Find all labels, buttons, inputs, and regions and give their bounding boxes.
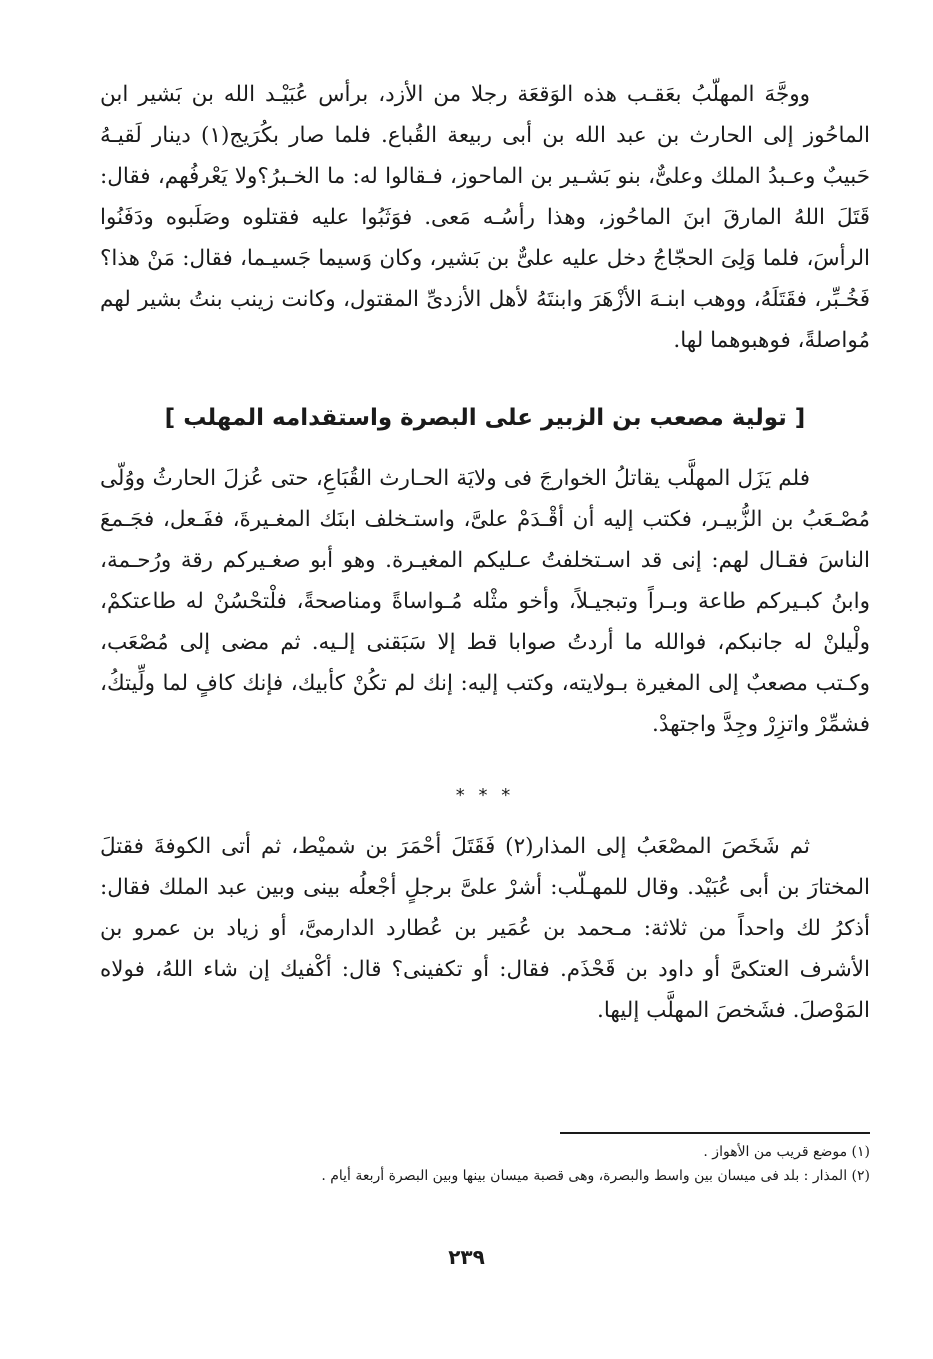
- footnote-divider: [560, 1132, 870, 1134]
- footnote-1: (١) موضع قريب من الأهواز .: [703, 1144, 870, 1160]
- paragraph-text: ثم شَخَصَ المصْعَبُ إلى المذار(٢) فَقَتَلَ أحْمَرَ بن شميْط، ثم أتى الكوفةَ فقتلَ المختارَ بن أبى عُبَيْد. وقال للمهـلّب: أشرْ علىَّ برجلٍ أجْعلُه بينى وبين عبد الملك فقال: أذكرُ لك واحداً من ثلاثة: مـحمد بن عُمَير بن عُطارد الدارمىَّ، أو زياد بن عمرو بن الأشرف العتكىَّ أو داود بن قَحْذَم. فقال: أو تكفينى؟ قال: أكْفيك إن شاء اللهُ، فولاه المَوْصلَ. فشَخصَ المهلَّب إليها.: [100, 834, 870, 1023]
- footnote-2: (٢) المذار : بلد فى ميسان بين واسط والبصرة، وهى قصبة ميسان بينها وبين البصرة أربعة أيام .: [321, 1168, 870, 1184]
- paragraph-text: فلم يَزَل المهلَّب يقاتلُ الخوارجَ فى ولايَة الحـارث القُبَاعِ، حتى عُزلَ الحارثُ ووُلّى مُصْـعَبُ بن الزُّبيـر، فكتب إليه أن أقْـدَمْ علىَّ، واستـخلف ابنَك المغـيرةَ، ففَـعل، فجَـمعَ الناسَ فقـال لهم: إنى قد اسـتخلفتُ عـليكم المغيـرة. وهو أبو صغـيركم رقة ورُحـمة، وابنُ كبـيركم طاعة وبـراً وتبجيـلاً، وأخو مثْله مُـواساةً ومناصحةً، فلْتحْسُنْ له طاعتكمْ، ولْيلنْ له جانبكم، فوالله ما أردتُ صوابا قط إلا سَبَقنى إلـيه. ثم مضى إلى مُصْعَب، وكـتب مصعبٌ إلى المغيرة بـولايته، وكتب إليه: إنك لم تكُنْ كأبيك، فإنك كافٍ لما ولِّيتكُ، فشمِّرْ واتزِرْ وجِدَّ واجتهدْ.: [100, 466, 870, 737]
- footnotes: [100, 1140, 870, 1188]
- paragraph-3: [100, 826, 870, 1031]
- paragraph-2: [100, 458, 870, 745]
- page-number: ٢٣٩: [448, 1245, 485, 1269]
- section-heading: [ تولية مصعب بن الزبير على البصرة واستقدامه المهلب ]: [164, 405, 806, 431]
- paragraph-text: ووجَّهَ المهلّبُ بعَقـب هذه الوَقعَة رجلا من الأزد، برأس عُبَيْـد الله بن بَشير ابن الماحُوز إلى الحارث بن عبد الله بن أبى ربيعة القُباع. فلما صار بكُرَيج(١) دينار لَقيـهُ حَبيبٌ وعـبدُ الملك وعلىٌّ، بنو بَشـير بن الماحوز، فـقالوا له: ما الخـبرُ؟ولا يَعْرفُهم، فقال: قَتَلَ اللهُ المارقَ ابنَ الماحُوز، وهذا رأسُـه مَعى. فوَثَبُوا عليه فقتلوه وصَلَبوه ودَفَنُوا الرأسَ، فلما وَلِىَ الحجّاجُ دخل عليه علىٌّ بن بَشير، وكان وَسيما جَسيـما، فقال: مَنْ هذا؟ فَخُـبِّر، فقَتَلَهُ، ووهب ابنـهَ الأزْهَرَ وابنتَهُ لأهل الأزدىِّ المقتول، وكانت زينب بنتُ بشير لهم مُواصلةً، فوهبوهما لها.: [100, 82, 870, 353]
- section-separator: * * *: [455, 785, 515, 806]
- paragraph-1: [100, 74, 870, 361]
